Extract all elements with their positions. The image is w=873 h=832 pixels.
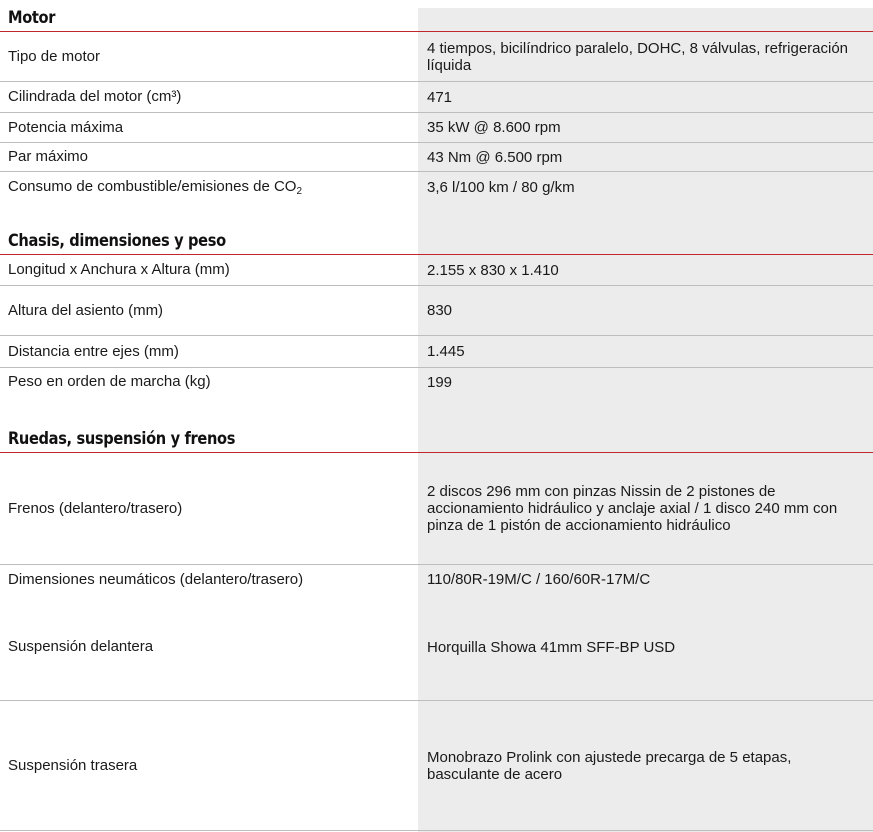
spec-row [0, 82, 873, 112]
spec-label: Par máximo [8, 148, 89, 165]
spec-row [0, 594, 873, 700]
section-title: Motor [8, 8, 56, 28]
spec-value: Horquilla Showa 41mm SFF-BP USD [427, 638, 676, 656]
spec-row [0, 255, 873, 285]
spec-label: Suspensión trasera [8, 757, 138, 774]
spec-row [0, 336, 873, 367]
spec-row [0, 701, 873, 831]
spec-value: 2 discos 296 mm con pinzas Nissin de 2 pistones de accionamiento hidráulico y anclaje axial / 1 disco 240 mm con pinza de 1 pistón de accionamiento hidráulico [427, 483, 838, 534]
section-header-motor [0, 0, 873, 31]
spec-value: 2.155 x 830 x 1.410 [427, 261, 559, 279]
spec-row [0, 172, 873, 202]
spec-label: Dimensiones neumáticos (delantero/trasero) [8, 570, 304, 588]
spec-label: Cilindrada del motor (cm³) [8, 88, 182, 105]
spec-label [8, 172, 412, 202]
spec-value: 4 tiempos, bicilíndrico paralelo, DOHC, 8 válvulas, refrigeración líquida [427, 39, 849, 74]
spec-label-text: Consumo de combustible/emisiones de CO [8, 178, 297, 195]
spec-value: 35 kW @ 8.600 rpm [427, 119, 561, 136]
subscript: 2 [296, 186, 303, 197]
spec-value: 1.445 [427, 343, 465, 360]
section-header-chasis [0, 215, 873, 254]
spec-value: 471 [427, 88, 453, 106]
spec-row [0, 453, 873, 564]
spec-row [0, 368, 873, 396]
spec-value: 830 [427, 302, 453, 319]
spec-label: Distancia entre ejes (mm) [8, 342, 179, 360]
spec-value: 110/80R-19M/C / 160/60R-17M/C [427, 571, 651, 588]
row-divider [0, 830, 873, 831]
spec-value: 43 Nm @ 6.500 rpm [427, 148, 563, 166]
spec-label: Longitud x Anchura x Altura (mm) [8, 261, 230, 278]
spec-row [0, 565, 873, 594]
spec-label: Frenos (delantero/trasero) [8, 499, 183, 517]
spec-label: Potencia máxima [8, 118, 124, 136]
section-title: Chasis, dimensiones y peso [8, 231, 226, 251]
section-title: Ruedas, suspensión y frenos [8, 429, 236, 449]
spec-row [0, 32, 873, 81]
spec-label: Tipo de motor [8, 47, 100, 65]
spec-row [0, 143, 873, 171]
spec-value: Monobrazo Prolink con ajustede precarga de 5 etapas, basculante de acero [427, 749, 792, 783]
spec-label: Altura del asiento (mm) [8, 301, 164, 319]
spec-label: Peso en orden de marcha (kg) [8, 373, 211, 390]
spec-value: 199 [427, 373, 453, 391]
spec-value: 3,6 l/100 km / 80 g/km [427, 178, 575, 196]
spec-label: Suspensión delantera [8, 638, 154, 655]
section-header-ruedas [0, 410, 873, 452]
spec-row [0, 286, 873, 335]
spec-row [0, 113, 873, 142]
